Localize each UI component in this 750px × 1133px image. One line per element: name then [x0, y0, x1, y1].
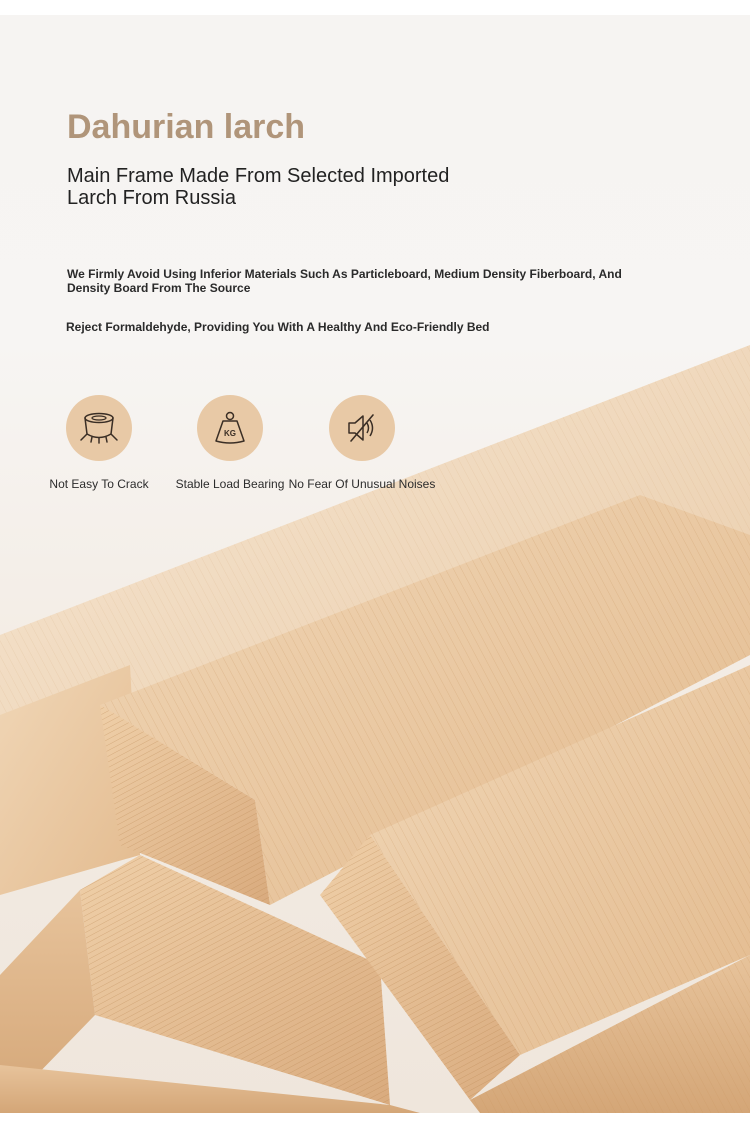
mute-speaker-icon: [343, 409, 381, 447]
feature-label: Stable Load Bearing: [175, 477, 285, 491]
feature-no-unusual-noises: [287, 395, 437, 491]
feature-icon-circle: [329, 395, 395, 461]
feature-icon-circle: [197, 395, 263, 461]
feature-stable-load-bearing: [155, 395, 305, 491]
product-feature-section: [0, 15, 750, 1113]
subtitle-line-1: Main Frame Made From Selected Imported: [67, 165, 450, 187]
feature-not-easy-to-crack: [24, 395, 174, 491]
tree-stump-icon: [78, 411, 120, 445]
feature-icon-circle: [66, 395, 132, 461]
materials-paragraph: We Firmly Avoid Using Inferior Materials Such As Particleboard, Medium Density Fiberboard, And Density Board From The Source: [67, 267, 622, 295]
feature-label: Not Easy To Crack: [49, 477, 149, 491]
weight-kg-icon: [211, 409, 249, 447]
subtitle: [67, 165, 587, 209]
subtitle-line-2: Larch From Russia: [67, 187, 236, 209]
svg-text:KG: KG: [224, 429, 236, 438]
formaldehyde-paragraph: Reject Formaldehyde, Providing You With A Healthy And Eco-Friendly Bed: [66, 320, 490, 334]
feature-label: No Fear Of Unusual Noises: [288, 477, 436, 491]
page-title: Dahurian larch: [67, 108, 306, 146]
